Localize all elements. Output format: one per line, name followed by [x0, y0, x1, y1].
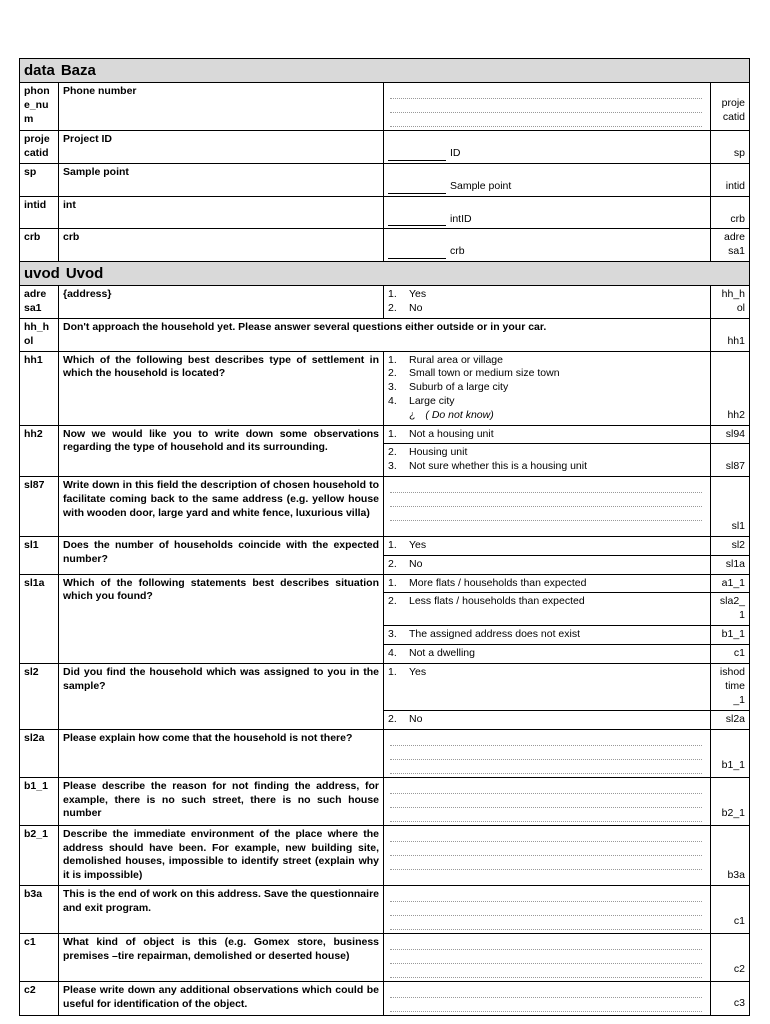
variable-code: hh_h ol [20, 318, 59, 351]
text-entry-field[interactable] [384, 981, 711, 1015]
variable-code: c1 [20, 933, 59, 981]
answer-option[interactable]: 3. Suburb of a large city [388, 381, 509, 394]
answer-option[interactable]: 2. No [388, 557, 423, 570]
section-title: Uvod [65, 265, 104, 283]
question-row-adresa1 [20, 286, 750, 319]
question-text: What kind of object is this (e.g. Gomex store, business premises –tire repairman, demolished or deserted house) [59, 933, 384, 981]
question-row-c1 [20, 933, 750, 981]
question-row-sl2a [20, 729, 750, 777]
question-text: Please write down any additional observations which could be useful for identification of the object. [59, 981, 384, 1015]
crb-field[interactable]: crb [384, 229, 711, 262]
skip-target: b3a [711, 825, 750, 885]
answer-option[interactable]: 1. Not a housing unit [388, 427, 494, 440]
answer-option[interactable]: 2. No [388, 301, 423, 314]
question-text: Describe the immediate environment of the place where the address should have been. For example, new building site, demolished houses, impossible to identify street (explain why it is impossible) [59, 825, 384, 885]
question-row-hh1 [20, 351, 750, 425]
question-text: This is the end of work on this address. Save the questionnaire and exit program. [59, 885, 384, 933]
variable-code: phon e_nu m [20, 83, 59, 131]
skip-target: intid [711, 163, 750, 196]
variable-code: sp [20, 163, 59, 196]
question-text: Did you find the household which was assigned to you in the sample? [59, 663, 384, 729]
variable-code: crb [20, 229, 59, 262]
skip-target: a1_1 sla2_ 1 b1_1 c1 [711, 574, 750, 663]
answer-options [384, 663, 711, 729]
variable-code: b2_1 [20, 825, 59, 885]
question-row-c2 [20, 981, 750, 1015]
id-entry-field[interactable]: ID [384, 131, 711, 164]
answer-option[interactable]: 3. The assigned address does not exist [388, 628, 581, 641]
text-entry-field[interactable] [384, 729, 711, 777]
instruction-text: Don't approach the household yet. Please answer several questions either outside or in your car. [59, 318, 711, 351]
answer-option[interactable]: 3. Not sure whether this is a housing unit [388, 460, 588, 473]
variable-code: proje catid [20, 131, 59, 164]
question-text: Project ID [59, 131, 384, 164]
section-title: Baza [60, 62, 96, 79]
answer-options [384, 425, 711, 477]
question-row-b21 [20, 825, 750, 885]
skip-target: b1_1 [711, 729, 750, 777]
question-row-projectid [20, 131, 750, 164]
answer-option[interactable]: 1. More flats / households than expected [388, 576, 587, 589]
question-text: crb [59, 229, 384, 262]
question-text: Does the number of households coincide with the expected number? [59, 536, 384, 574]
questionnaire-table [19, 58, 750, 1016]
variable-code: sl87 [20, 477, 59, 537]
skip-target: sl1 [711, 477, 750, 537]
question-text: Now we would like you to write down some observations regarding the type of household and its surrounding. [59, 425, 384, 477]
skip-target: adre sa1 [711, 229, 750, 262]
interviewer-id-field[interactable]: intID [384, 196, 711, 229]
question-text: Sample point [59, 163, 384, 196]
skip-target: hh2 [711, 351, 750, 425]
answer-option[interactable]: 4. Not a dwelling [388, 647, 475, 660]
variable-code: intid [20, 196, 59, 229]
section-code: data [24, 62, 55, 79]
answer-option[interactable]: 4. Large city [388, 394, 455, 407]
answer-options [384, 536, 711, 574]
section-header-data [20, 59, 750, 83]
answer-option[interactable]: 1. Yes [388, 288, 427, 301]
text-entry-field[interactable] [384, 477, 711, 537]
question-row-sl1 [20, 536, 750, 574]
question-row-intid [20, 196, 750, 229]
variable-code: adre sa1 [20, 286, 59, 319]
skip-target: hh_h ol [711, 286, 750, 319]
question-row-hh2 [20, 425, 750, 477]
variable-code: sl2 [20, 663, 59, 729]
text-entry-field[interactable] [384, 83, 711, 131]
answer-option[interactable]: 2. Less flats / households than expected [388, 595, 585, 608]
variable-code: sl1a [20, 574, 59, 663]
skip-target: sl2 sl1a [711, 536, 750, 574]
skip-target: hh1 [711, 318, 750, 351]
variable-code: hh2 [20, 425, 59, 477]
skip-target: c2 [711, 933, 750, 981]
skip-target: c3 [711, 981, 750, 1015]
answer-option[interactable]: 2. Housing unit [388, 446, 468, 459]
variable-code: sl1 [20, 536, 59, 574]
skip-target: sl94 sl87 [711, 425, 750, 477]
variable-code: hh1 [20, 351, 59, 425]
question-text: {address} [59, 286, 384, 319]
answer-option[interactable]: 2. No [388, 712, 423, 725]
answer-options [384, 574, 711, 663]
question-row-crb [20, 229, 750, 262]
variable-code: b3a [20, 885, 59, 933]
question-row-phone [20, 83, 750, 131]
dont-know-option[interactable]: ¿ ( Do not know) [409, 408, 494, 421]
question-row-sl2 [20, 663, 750, 729]
skip-target: proje catid [711, 83, 750, 131]
answer-options [384, 286, 711, 319]
question-row-b11 [20, 777, 750, 825]
section-header-uvod [20, 262, 750, 286]
question-row-sl87 [20, 477, 750, 537]
text-entry-field[interactable] [384, 933, 711, 981]
skip-target: c1 [711, 885, 750, 933]
variable-code: b1_1 [20, 777, 59, 825]
question-text: Which of the following best describes type of settlement in which the household is located? [59, 351, 384, 425]
variable-code: sl2a [20, 729, 59, 777]
skip-target: crb [711, 196, 750, 229]
question-text: Phone number [59, 83, 384, 131]
question-row-sl1a [20, 574, 750, 663]
text-entry-field[interactable] [384, 777, 711, 825]
question-row-sp [20, 163, 750, 196]
skip-target: sp [711, 131, 750, 164]
question-text: Which of the following statements best describes situation which you found? [59, 574, 384, 663]
question-text: Please explain how come that the household is not there? [59, 729, 384, 777]
question-text: int [59, 196, 384, 229]
question-text: Please describe the reason for not finding the address, for example, there is no such street, there is no such house number [59, 777, 384, 825]
question-row-b3a [20, 885, 750, 933]
skip-target: b2_1 [711, 777, 750, 825]
answer-option[interactable]: 1. Yes [388, 538, 427, 551]
question-text: Write down in this field the description of chosen household to facilitate coming back to the same address (e.g. yellow house with wooden door, large yard and white fence, luxurious villa) [59, 477, 384, 537]
section-code: uvod [24, 265, 60, 283]
text-entry-field[interactable] [384, 825, 711, 885]
answer-option[interactable]: 1. Rural area or village [388, 353, 503, 366]
variable-code: c2 [20, 981, 59, 1015]
skip-target: ishod time _1 sl2a [711, 663, 750, 729]
answer-options [384, 351, 711, 425]
sample-point-field[interactable]: Sample point [384, 163, 711, 196]
text-entry-field[interactable] [384, 885, 711, 933]
answer-option[interactable]: 2. Small town or medium size town [388, 367, 560, 380]
answer-option[interactable]: 1. Yes [388, 665, 427, 678]
instruction-row-hhhol [20, 318, 750, 351]
